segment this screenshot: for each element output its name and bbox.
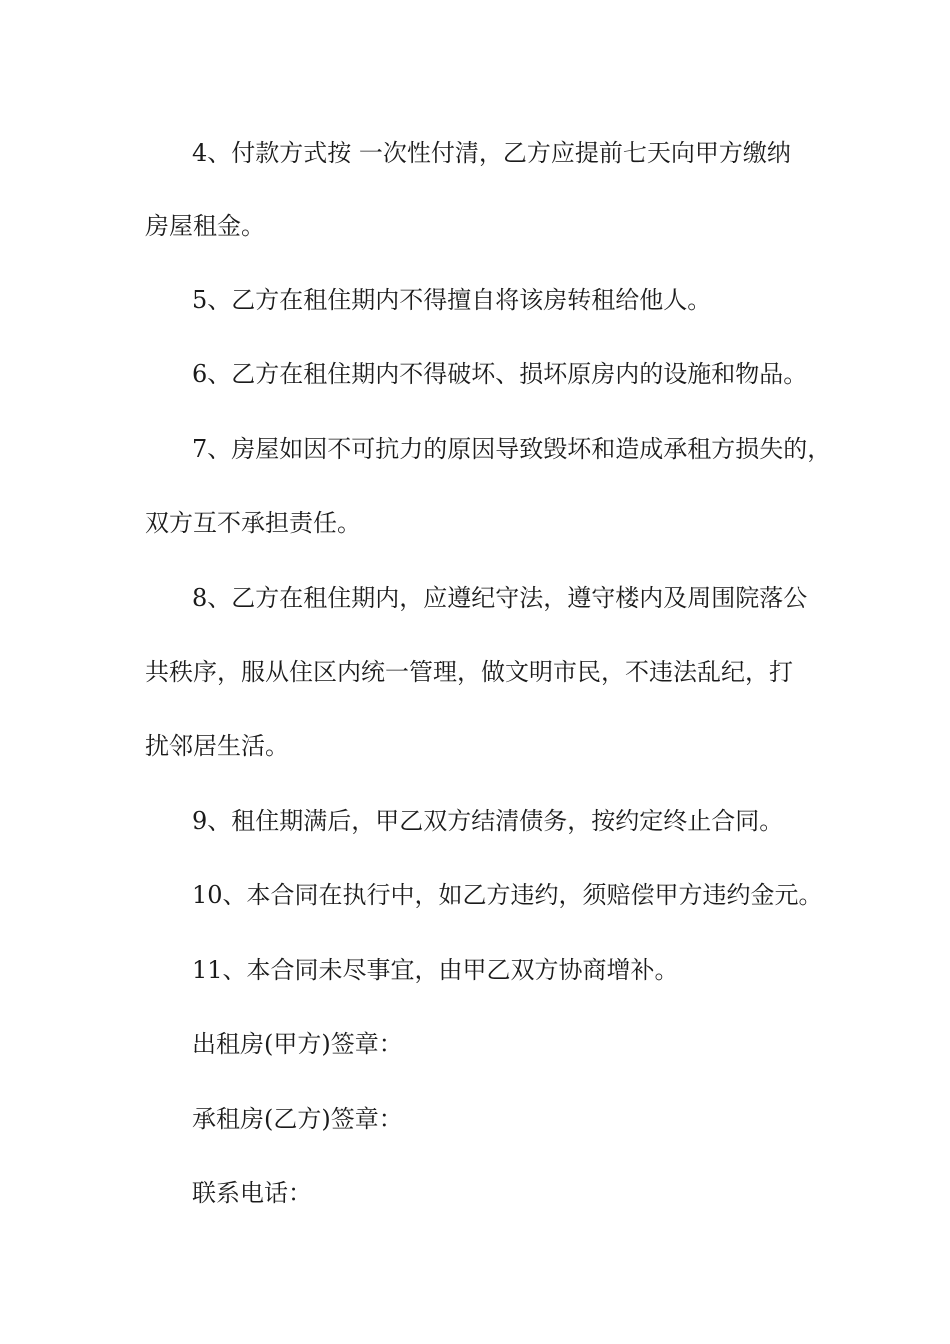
contact-phone-label: 联系电话： — [192, 1179, 312, 1207]
clause-4-line-1: 4、付款方式按 一次性付清，乙方应提前七天向甲方缴纳 — [192, 139, 791, 167]
clause-11: 11、本合同未尽事宜，由甲乙双方协商增补。 — [192, 956, 679, 984]
clause-9: 9、租住期满后，甲乙双方结清债务，按约定终止合同。 — [192, 807, 784, 835]
clause-7-line-2: 双方互不承担责任。 — [145, 509, 361, 537]
clause-7-line-1: 7、房屋如因不可抗力的原因导致毁坏和造成承租方损失的， — [192, 435, 832, 463]
clause-6: 6、乙方在租住期内不得破坏、损坏原房内的设施和物品。 — [192, 360, 808, 388]
clause-5: 5、乙方在租住期内不得擅自将该房转租给他人。 — [192, 286, 712, 314]
clause-4-line-2: 房屋租金。 — [145, 212, 265, 240]
clause-10: 10、本合同在执行中，如乙方违约，须赔偿甲方违约金元。 — [192, 881, 823, 909]
clause-8-line-2: 共秩序，服从住区内统一管理，做文明市民，不违法乱纪，打 — [145, 658, 793, 686]
lessee-signature-label: 承租房(乙方)签章： — [192, 1105, 403, 1133]
lessor-signature-label: 出租房(甲方)签章： — [192, 1030, 403, 1058]
clause-8-line-3: 扰邻居生活。 — [145, 732, 289, 760]
clause-8-line-1: 8、乙方在租住期内，应遵纪守法，遵守楼内及周围院落公 — [192, 584, 808, 612]
